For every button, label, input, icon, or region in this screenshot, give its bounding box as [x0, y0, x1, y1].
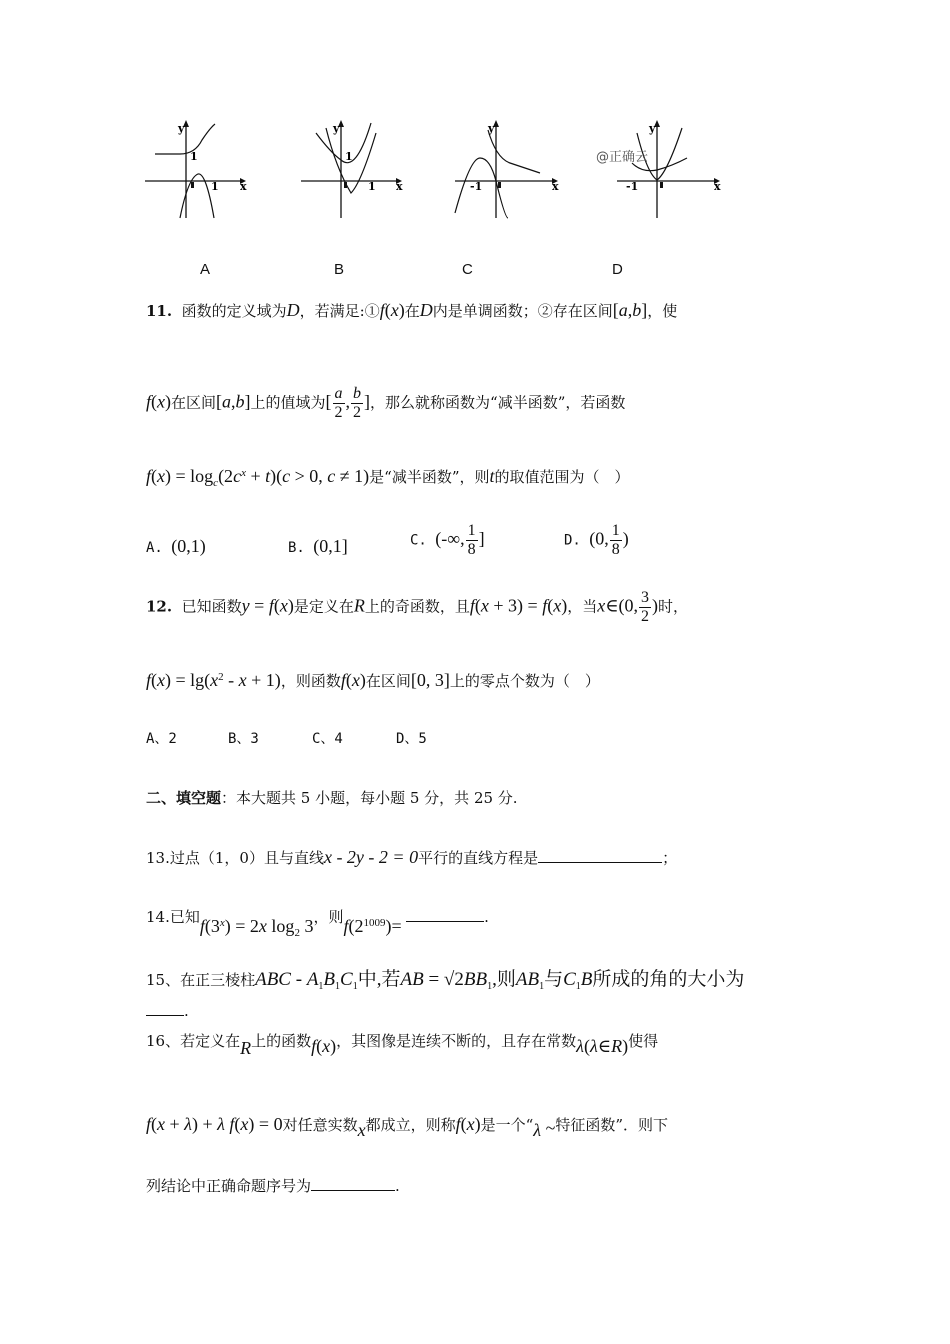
q12-option-b[interactable]: B、3 [228, 731, 259, 747]
q12-line1: 12. 已知函数y = f(x)是定义在R上的奇函数，且f(x + 3) = f(x)，当x∈(0, $\frac{3}{2}$ )时， [146, 589, 689, 625]
q11-line3: $f(x) = \log_c(2c^x + t)(c > 0$, c ≠ 1)是“减半函数”，则t的取值范围为（ ） [146, 466, 630, 489]
q15-answer-blank[interactable] [146, 1003, 184, 1016]
graph-b [296, 118, 406, 223]
question-14: 14.已知$f(3^x) = 2x$ $\log_2 3$，则$f(2^{1009})=$ . [146, 908, 489, 939]
graph-label-b: B [334, 261, 345, 278]
axis-x-label: x [396, 180, 403, 193]
graph-a [140, 118, 250, 223]
q11-option-d[interactable]: D. (0, $\frac{1}{8}$ ) [564, 522, 629, 558]
tick-label: -1 [470, 180, 483, 193]
tick-label: 1 [211, 180, 219, 193]
q16-answer-blank[interactable] [311, 1176, 395, 1191]
q11-line2: f(x)在区间[a,b]上的值域为[ $\frac{a}{2}$ , $\frac{b}{2}$ ]，那么就称函数为“减半函数”，若函数 [146, 385, 626, 421]
q11-option-a[interactable]: A. (0,1) [146, 536, 206, 556]
axis-x-label: x [552, 180, 559, 193]
q12-option-d[interactable]: D、5 [396, 731, 427, 747]
q11-option-b[interactable]: B. (0,1] [288, 536, 348, 556]
axis-y-label: y [649, 122, 656, 135]
question-15: 15、在正三棱柱ABC - $A_1B_1C_1$中,若AB = $√2BB_1$,则$AB_1$与$C_1B$所成的角的大小为 [146, 969, 745, 992]
q11-option-c[interactable]: C. (-∞, $\frac{1}{8}$ ] [410, 522, 485, 558]
tick-label: 1 [345, 150, 353, 163]
axis-y-label: y [488, 122, 495, 135]
graph-label-d: D [612, 261, 623, 278]
section-heading [146, 787, 518, 808]
q16-line3: 列结论中正确命题序号为 . [146, 1177, 400, 1195]
q12-option-a[interactable]: A、2 [146, 731, 177, 747]
q13-equation: x - 2y - 2 = 0 [323, 847, 419, 867]
graph-label-a: A [200, 261, 211, 278]
q12-option-c[interactable]: C、4 [312, 731, 343, 747]
watermark: @正确云 [596, 150, 649, 165]
tick-label: 1 [190, 150, 198, 163]
q16-line1: 16、若定义在R上的函数f(x)，其图像是连续不断的，且存在常数λ(λ∈R)使得 [146, 1032, 659, 1058]
question-13: 13.过点（1，0）且与直线x - 2y - 2 = 0平行的直线方程是 ； [146, 847, 678, 867]
graph-label-c: C [462, 261, 473, 278]
graph-c [450, 118, 565, 223]
axis-x-label: x [240, 180, 247, 193]
tick-label: 1 [368, 180, 376, 193]
q13-answer-blank[interactable] [538, 848, 662, 863]
section-desc: ：本大题共 5 小题，每小题 5 分，共 25 分. [221, 789, 518, 807]
axis-x-label: x [714, 180, 721, 193]
axis-y-label: y [178, 122, 185, 135]
q12-number: 12. [146, 597, 173, 616]
q14-answer-blank[interactable] [406, 913, 484, 922]
q11-number: 11. [146, 302, 173, 320]
q12-line2: $f(x) = \lg(x^2 - x + 1)$，则函数f(x)在区间[0, 3]上的零点个数为（ ） [146, 670, 600, 690]
graph-d [612, 118, 727, 223]
axis-y-label: y [333, 122, 340, 135]
tick-label: -1 [626, 180, 639, 193]
q11-line1: 11. 函数的定义域为D，若满足:①f(x)在D内是单调函数；②存在区间[a,b]，使 [146, 300, 678, 320]
section-title: 二、填空题 [146, 789, 222, 807]
q16-line2: f(x + λ) + λ f(x) = 0对任意实数x都成立，则称f(x)是一个“λ ~特征函数”．则下 [146, 1114, 669, 1140]
q15-answer-line: . [146, 1002, 189, 1020]
